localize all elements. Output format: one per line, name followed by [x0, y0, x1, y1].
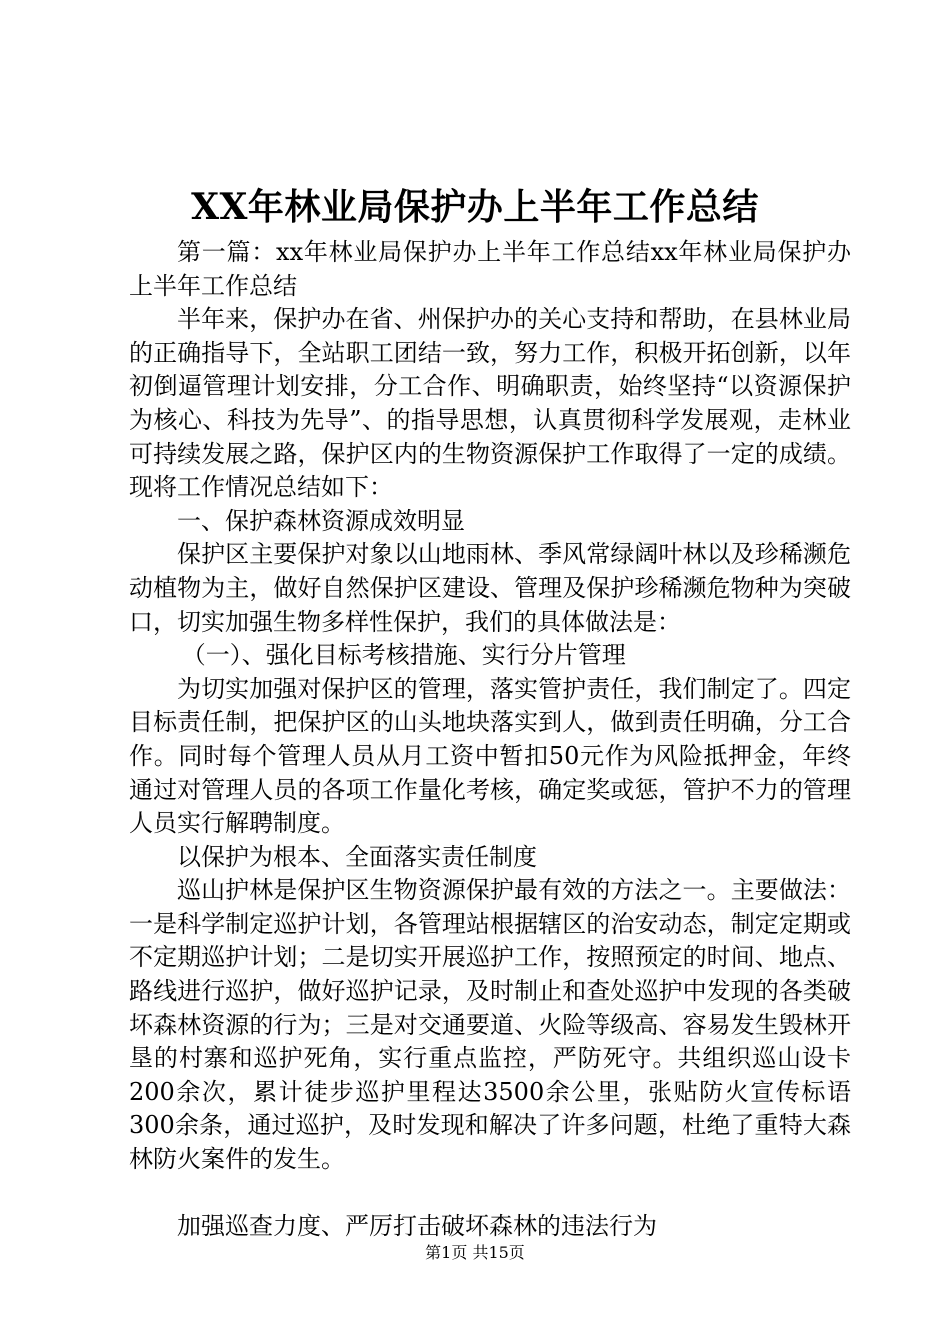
- paragraph-section-1: 保护区主要保护对象以山地雨林、季风常绿阔叶林以及珍稀濒危动植物为主，做好自然保护区建设、管理及保护珍稀濒危物种为突破口，切实加强生物多样性保护，我们的具体做法是：: [129, 540, 851, 636]
- subsection-heading-2: 以保护为根本、全面落实责任制度: [177, 842, 537, 871]
- subsection-heading-1: （一）、强化目标考核措施、实行分片管理: [181, 641, 626, 670]
- paragraph-intro: 第一篇：xx年林业局保护办上半年工作总结xx年林业局保护办上半年工作总结: [129, 238, 851, 300]
- page-footer: 第1页 共15页: [425, 1243, 525, 1262]
- document-body: [129, 236, 851, 1244]
- paragraph-overview: 半年来，保护办在省、州保护办的关心支持和帮助，在县林业局的正确指导下，全站职工团结一致，努力工作，积极开拓创新，以年初倒逼管理计划安排，分工合作、明确职责，始终坚持“以资源保护为核心、科技为先导”、的指导思想，认真贯彻科学发展观，走林业可持续发展之路，保护区内的生物资源保护工作取得了一定的成绩。现将工作情况总结如下：: [129, 305, 851, 502]
- subsection-heading-3: 加强巡查力度、严厉打击破坏森林的违法行为: [177, 1212, 657, 1241]
- document-title: XX年林业局保护办上半年工作总结: [191, 186, 759, 228]
- paragraph-subsection-2: 巡山护林是保护区生物资源保护最有效的方法之一。主要做法：一是科学制定巡护计划，各管理站根据辖区的治安动态，制定定期或不定期巡护计划；二是切实开展巡护工作，按照预定的时间、地点、路线进行巡护，做好巡护记录，及时制止和查处巡护中发现的各类破坏森林资源的行为；三是对交通要道、火险等级高、容易发生毁林开垦的村寨和巡护死角，实行重点监控，严防死守。共组织巡山设卡200余次，累计徒步巡护里程达3500余公里，张贴防火宣传标语300余条，通过巡护，及时发现和解决了许多问题，杜绝了重特大森林防火案件的发生。: [129, 876, 851, 1174]
- section-heading-1: 一、保护森林资源成效明显: [177, 506, 465, 535]
- paragraph-subsection-1: 为切实加强对保护区的管理，落实管护责任，我们制定了。四定目标责任制，把保护区的山头地块落实到人，做到责任明确，分工合作。同时每个管理人员从月工资中暂扣50元作为风险抵押金，年终通过对管理人员的各项工作量化考核，确定奖或惩，管护不力的管理人员实行解聘制度。: [129, 674, 851, 838]
